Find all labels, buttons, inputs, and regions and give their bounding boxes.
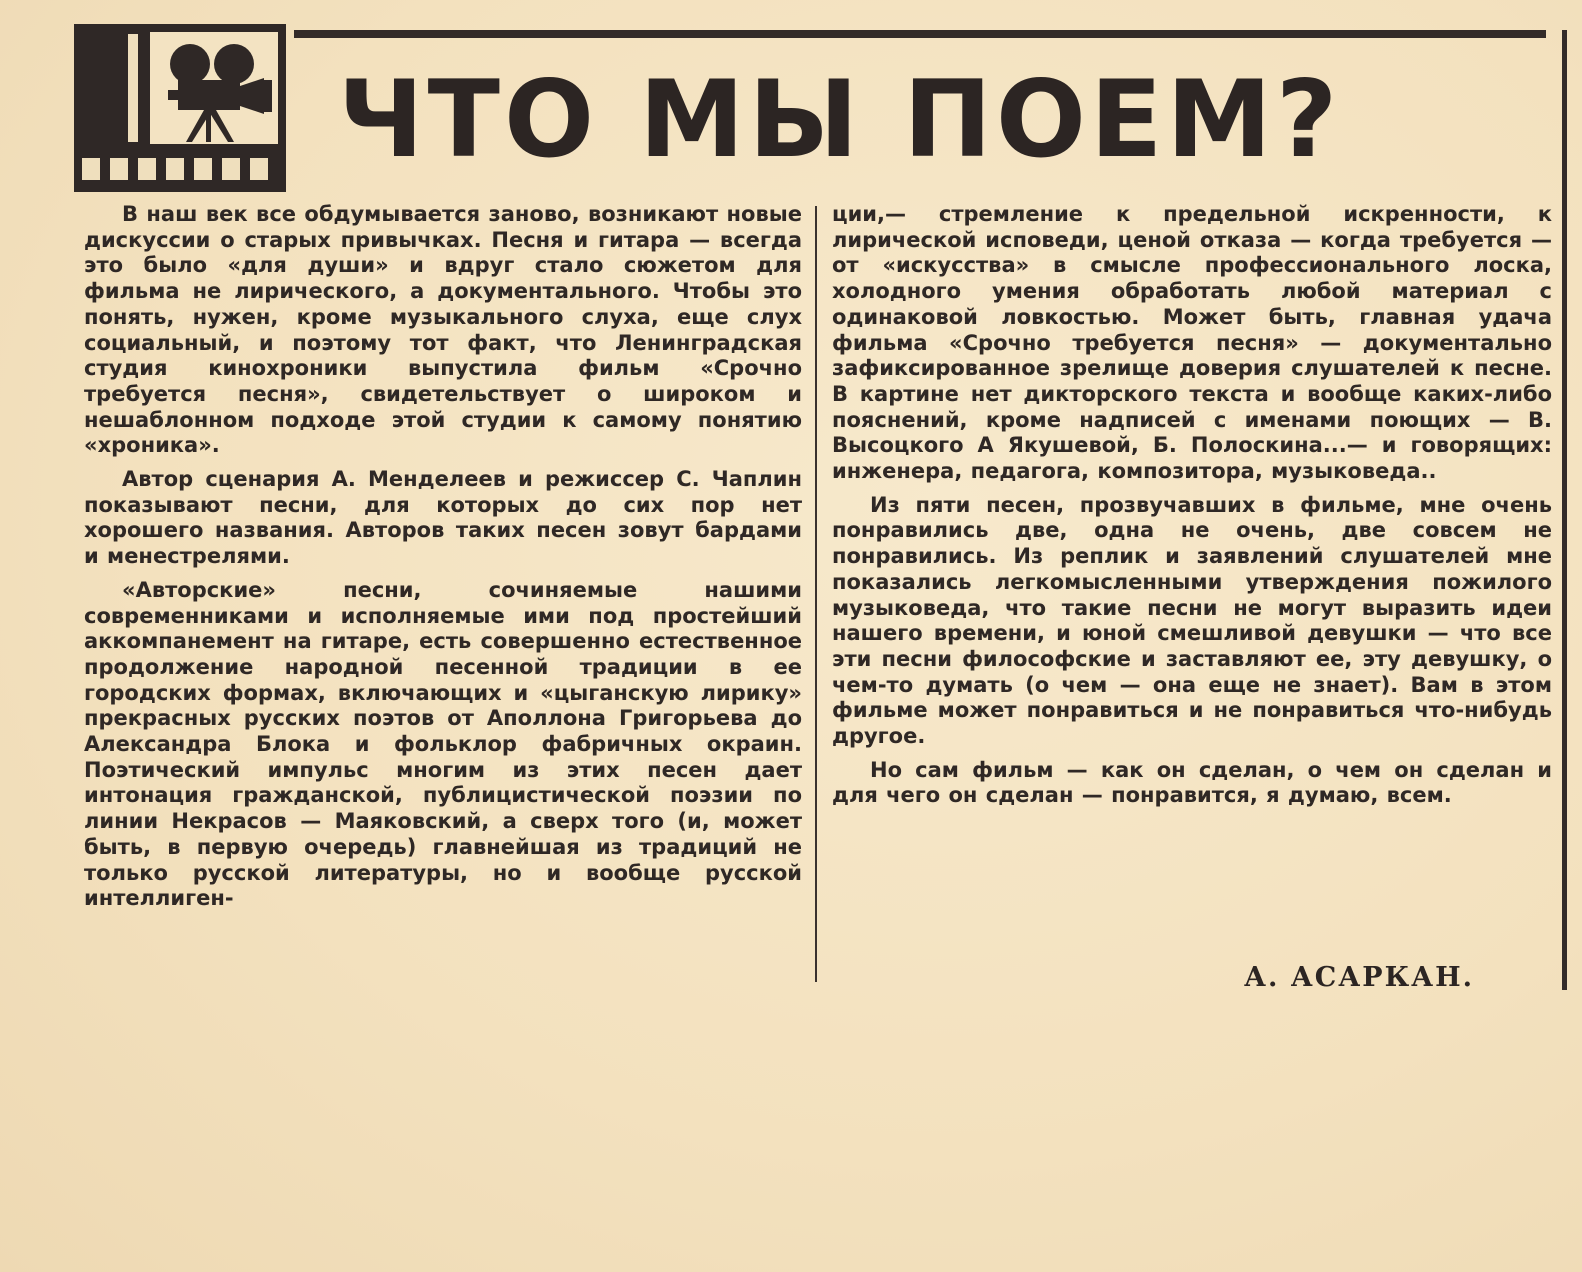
paragraph: Но сам фильм — как он сделан, о чем он сделан и для чего он сделан — понравится, я думаю, всем. [832,757,1552,808]
paragraph: ции,— стремление к предельной искренности, к лирической исповеди, ценой отказа — когда требуется — от «искусства» в смысле профессионального лоска, холодного умения обработать любой материал с одинаковой ловкостью. Может быть, главная удача фильма «Срочно требуется песня» — документально зафиксированное зрелище доверия слушателей к песне. В картине нет дикторского текста и вообще каких-либо пояснений, кроме надписей с именами поющих — В. Высоцкого А Якушевой, Б. Полоскина...— и говорящих: инженера, педагога, композитора, музыковеда.. [832,202,1552,484]
top-rule [294,30,1546,38]
film-camera-icon [74,24,286,192]
author-signature: А. АСАРКАН. [1244,962,1475,993]
left-column [84,202,802,912]
paragraph: В наш век все обдумывается заново, возникают новые дискуссии о старых привычках. Песня и гитара — всегда это было «для души» и вдруг стало сюжетом для фильма не лирического, а документального. Чтобы это понять, нужен, кроме музыкального слуха, еще слух социальный, и поэтому тот факт, что Ленинградская студия кинохроники выпустила фильм «Срочно требуется песня», свидетельствует о широком и нешаблонном подходе этой студии к самому понятию «хроника». [84,202,802,458]
paragraph: Автор сценария А. Менделеев и режиссер С. Чаплин показывают песни, для которых до сих пор нет хорошего названия. Авторов таких песен зовут бардами и менестрелями. [84,467,802,569]
headline: ЧТО МЫ ПОЕМ? [338,58,1342,181]
paragraph: «Авторские» песни, сочиняемые нашими современниками и исполняемые ими под простейший аккомпанемент на гитаре, есть совершенно естественное продолжение народной песенной традиции в ее городских формах, включающих и «цыганскую лирику» прекрасных русских поэтов от Аполлона Григорьева до Александра Блока и фольклор фабричных окраин. Поэтический импульс многим из этих песен дает интонация гражданской, публицистической поэзии по линии Некрасов — Маяковский, а сверх того (и, может быть, в первую очередь) главнейшая из традиций не только русской литературы, но и вообще русской интеллиген- [84,577,802,911]
column-divider [815,206,817,982]
right-rule [1562,30,1567,990]
right-column [832,202,1552,809]
paragraph: Из пяти песен, прозвучавших в фильме, мне очень понравились две, одна не очень, две совсем не понравились. Из реплик и заявлений слушателей мне показались легкомысленными утверждения пожилого музыковеда, что такие песни не могут выразить идеи нашего времени, и юной смешливой девушки — что все эти песни философские и заставляют ее, эту девушку, о чем-то думать (о чем — она еще не знает). Вам в этом фильме может понравиться и не понравиться что-нибудь другое. [832,492,1552,749]
